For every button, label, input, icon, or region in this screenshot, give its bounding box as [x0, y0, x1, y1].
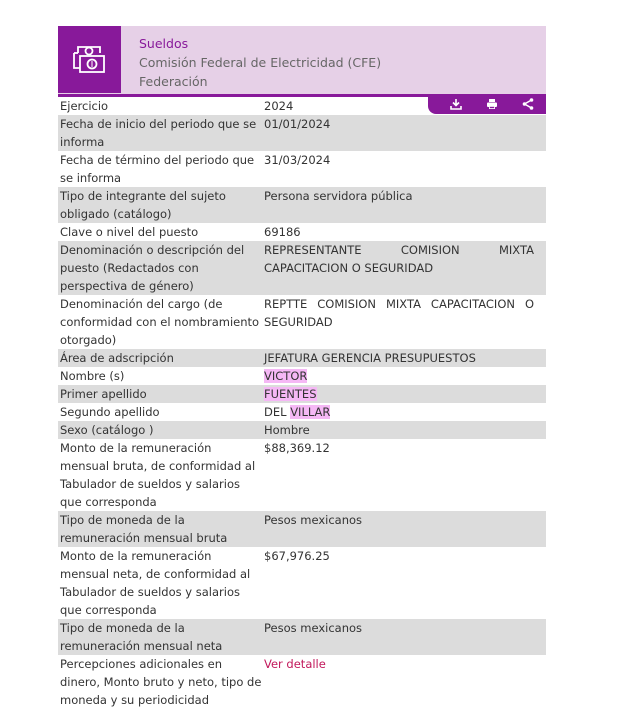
- download-icon[interactable]: [450, 98, 462, 110]
- field-row-percepciones-adicionales: [58, 655, 546, 709]
- field-value: 69186: [264, 225, 301, 239]
- field-value-highlighted: VILLAR: [290, 405, 331, 419]
- field-row-moneda-bruta: [58, 511, 546, 547]
- record-fields: [58, 97, 546, 709]
- field-label: Fecha de inicio del periodo que se informa: [60, 117, 257, 149]
- field-value-prefix: DEL: [264, 405, 291, 419]
- field-value: Hombre: [264, 423, 310, 437]
- money-bills-icon: [58, 26, 121, 93]
- field-label: Primer apellido: [60, 387, 147, 401]
- field-row-monto-neto: [58, 547, 546, 619]
- field-row-moneda-neta: [58, 619, 546, 655]
- field-value-highlighted: FUENTES: [264, 387, 317, 401]
- field-row-sexo: [58, 421, 546, 439]
- field-value: Pesos mexicanos: [264, 513, 363, 527]
- share-icon[interactable]: [522, 98, 534, 110]
- field-row-denominacion-cargo: [58, 295, 546, 349]
- field-label: Denominación o descripción del puesto (Redactados con perspectiva de género): [60, 243, 245, 293]
- field-label: Monto de la remuneración mensual bruta, de conformidad al Tabulador de sueldos y salarios que corresponda: [60, 441, 256, 509]
- actions-tab: [428, 94, 546, 114]
- field-label: Segundo apellido: [60, 405, 160, 419]
- print-icon[interactable]: [486, 98, 498, 110]
- field-row-monto-bruto: [58, 439, 546, 511]
- field-label: Denominación del cargo (de conformidad con el nombramiento otorgado): [60, 297, 260, 347]
- field-row-nombre: [58, 367, 546, 385]
- ver-detalle-link[interactable]: Ver detalle: [264, 657, 326, 671]
- field-label: Clave o nivel del puesto: [60, 225, 199, 239]
- field-row-fecha-inicio: [58, 115, 546, 151]
- field-row-primer-apellido: [58, 385, 546, 403]
- dataset-title: Sueldos: [139, 36, 189, 51]
- salary-record-card: [58, 26, 546, 709]
- field-value: 01/01/2024: [264, 117, 331, 131]
- field-value: JEFATURA GERENCIA PRESUPUESTOS: [264, 351, 476, 365]
- field-row-area-adscripcion: [58, 349, 546, 367]
- field-value: REPRESENTANTE COMISION MIXTA CAPACITACION O SEGURIDAD: [264, 243, 534, 275]
- field-label: Tipo de integrante del sujeto obligado (catálogo): [60, 189, 226, 221]
- field-row-tipo-integrante: [58, 187, 546, 223]
- field-label: Sexo (catálogo ): [60, 423, 154, 437]
- field-value: Persona servidora pública: [264, 189, 413, 203]
- field-value: Pesos mexicanos: [264, 621, 363, 635]
- field-value: 31/03/2024: [264, 153, 331, 167]
- record-header: [58, 26, 546, 94]
- field-label: Tipo de moneda de la remuneración mensual bruta: [60, 513, 228, 545]
- government-scope: Federación: [139, 74, 208, 89]
- field-row-denominacion-puesto: [58, 241, 546, 295]
- field-row-clave-puesto: [58, 223, 546, 241]
- field-value: $67,976.25: [264, 549, 330, 563]
- institution-name: Comisión Federal de Electricidad (CFE): [139, 55, 382, 70]
- field-value: $88,369.12: [264, 441, 330, 455]
- field-label: Tipo de moneda de la remuneración mensual neta: [60, 621, 223, 653]
- field-row-fecha-termino: [58, 151, 546, 187]
- field-value-highlighted: VICTOR: [264, 369, 308, 383]
- field-value: 2024: [264, 99, 294, 113]
- field-row-segundo-apellido: [58, 403, 546, 421]
- field-label: Percepciones adicionales en dinero, Monto bruto y neto, tipo de moneda y su periodicidad: [60, 657, 262, 707]
- field-value: REPTTE COMISION MIXTA CAPACITACION O SEGURIDAD: [264, 297, 534, 329]
- field-label: Fecha de término del periodo que se informa: [60, 153, 255, 185]
- field-label: Nombre (s): [60, 369, 125, 383]
- field-label: Área de adscripción: [60, 351, 174, 365]
- field-label: Monto de la remuneración mensual neta, de conformidad al Tabulador de sueldos y salarios que corresponda: [60, 549, 251, 617]
- field-label: Ejercicio: [60, 99, 109, 113]
